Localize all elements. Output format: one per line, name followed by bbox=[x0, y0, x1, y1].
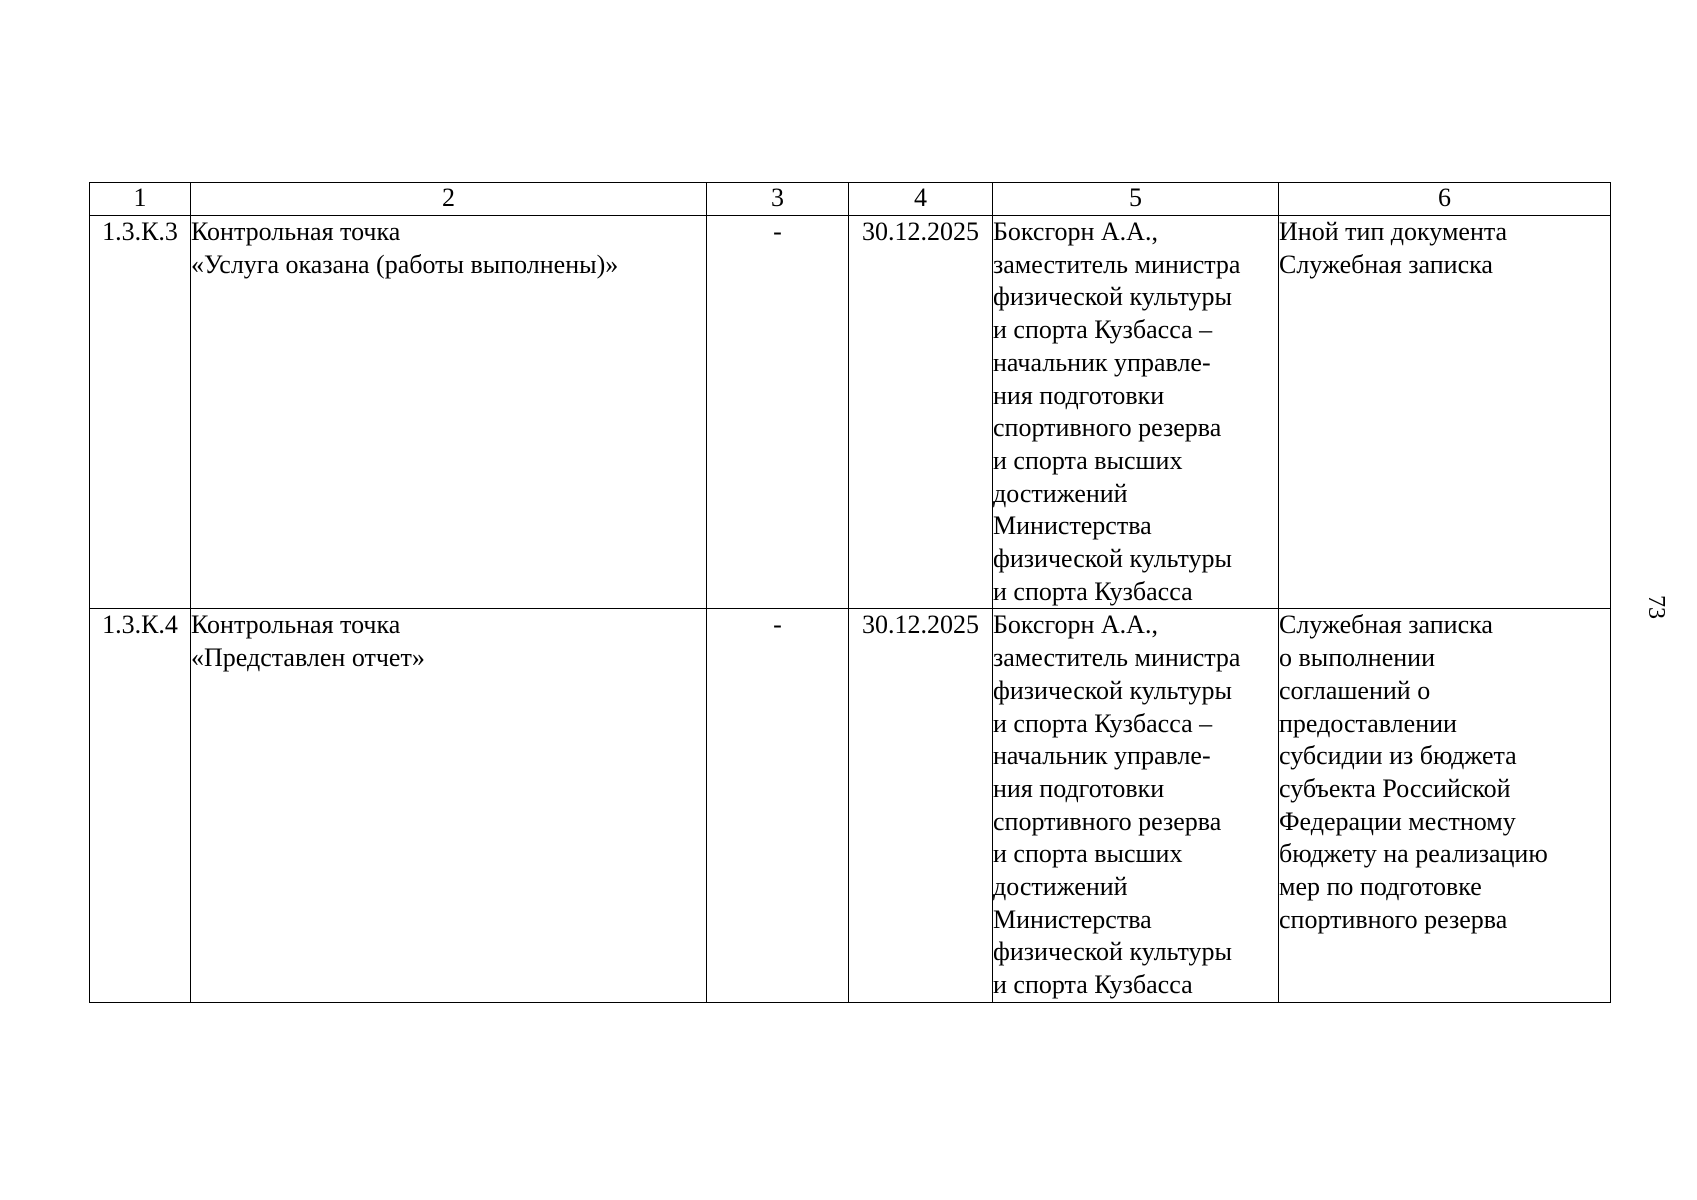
deadline-date: 30.12.2025 bbox=[849, 216, 993, 609]
page-number: 73 bbox=[1643, 595, 1669, 619]
responsible-line: физической культуры bbox=[993, 937, 1232, 967]
responsible-line: физической культуры bbox=[993, 675, 1232, 705]
responsible-line: физической культуры bbox=[993, 544, 1232, 574]
name-line: «Представлен отчет» bbox=[191, 643, 425, 673]
control-point-name bbox=[191, 216, 707, 609]
responsible-line: Министерства bbox=[993, 511, 1152, 541]
document-line: Федерации местному bbox=[1279, 806, 1516, 836]
responsible-line: спортивного резерва bbox=[993, 413, 1222, 443]
document-line: Служебная записка bbox=[1279, 610, 1493, 640]
row-id: 1.3.К.4 bbox=[90, 609, 191, 1002]
column-number-2: 2 bbox=[191, 183, 707, 216]
document-line: Служебная записка bbox=[1279, 249, 1493, 279]
responsible-line: ния подготовки bbox=[993, 380, 1165, 410]
table-row bbox=[90, 609, 1611, 1002]
document-line: предоставлении bbox=[1279, 708, 1457, 738]
responsible-person bbox=[993, 609, 1279, 1002]
column-number-4: 4 bbox=[849, 183, 993, 216]
document-type bbox=[1279, 609, 1611, 1002]
responsible-line: и спорта Кузбасса – bbox=[993, 315, 1213, 345]
column-number-5: 5 bbox=[993, 183, 1279, 216]
column-3-value: - bbox=[707, 216, 849, 609]
responsible-line: и спорта высших bbox=[993, 839, 1183, 869]
responsible-line: Боксгорн А.А., bbox=[993, 610, 1158, 640]
document-line: субъекта Российской bbox=[1279, 773, 1511, 803]
control-point-name bbox=[191, 609, 707, 1002]
column-number-6: 6 bbox=[1279, 183, 1611, 216]
responsible-line: достижений bbox=[993, 872, 1128, 902]
responsible-line: ния подготовки bbox=[993, 773, 1165, 803]
document-line: Иной тип документа bbox=[1279, 217, 1508, 246]
column-number-3: 3 bbox=[707, 183, 849, 216]
control-points-table bbox=[89, 182, 1611, 1003]
responsible-line: физической культуры bbox=[993, 282, 1232, 312]
document-line: спортивного резерва bbox=[1279, 904, 1508, 934]
responsible-line: и спорта Кузбасса bbox=[993, 970, 1193, 1000]
responsible-line: и спорта Кузбасса – bbox=[993, 708, 1213, 738]
document-line: соглашений о bbox=[1279, 675, 1431, 705]
responsible-line: начальник управле- bbox=[993, 741, 1211, 771]
responsible-line: Министерства bbox=[993, 904, 1152, 934]
document-line: бюджету на реализацию bbox=[1279, 839, 1548, 869]
responsible-person bbox=[993, 216, 1279, 609]
deadline-date: 30.12.2025 bbox=[849, 609, 993, 1002]
document-line: субсидии из бюджета bbox=[1279, 741, 1517, 771]
document-line: мер по подготовке bbox=[1279, 872, 1482, 902]
document-line: о выполнении bbox=[1279, 643, 1435, 673]
row-id: 1.3.К.3 bbox=[90, 216, 191, 609]
column-number-row bbox=[90, 183, 1611, 216]
responsible-line: достижений bbox=[993, 478, 1128, 508]
responsible-line: и спорта Кузбасса bbox=[993, 576, 1193, 606]
name-line: Контрольная точка bbox=[191, 217, 401, 246]
responsible-line: начальник управле- bbox=[993, 347, 1211, 377]
name-line: Контрольная точка bbox=[191, 610, 401, 640]
document-type bbox=[1279, 216, 1611, 609]
table-row bbox=[90, 216, 1611, 609]
responsible-line: заместитель министра bbox=[993, 249, 1241, 279]
name-line: «Услуга оказана (работы выполнены)» bbox=[191, 249, 619, 279]
responsible-line: спортивного резерва bbox=[993, 806, 1222, 836]
column-3-value: - bbox=[707, 609, 849, 1002]
responsible-line: Боксгорн А.А., bbox=[993, 217, 1158, 246]
column-number-1: 1 bbox=[90, 183, 191, 216]
responsible-line: заместитель министра bbox=[993, 643, 1241, 673]
responsible-line: и спорта высших bbox=[993, 445, 1183, 475]
